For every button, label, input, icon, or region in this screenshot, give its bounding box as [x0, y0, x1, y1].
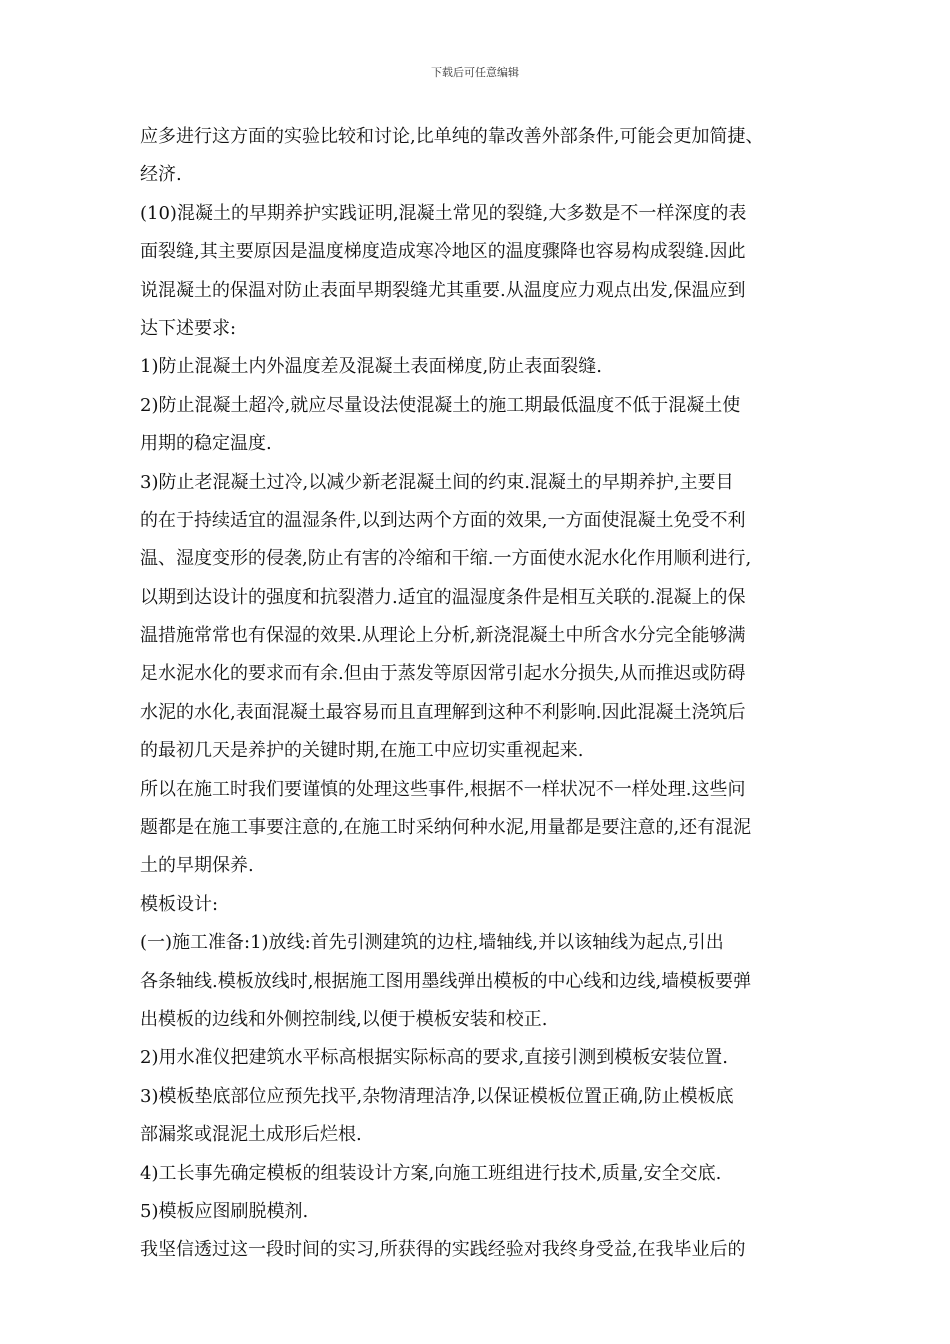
text-line: 达下述要求: — [140, 317, 237, 339]
text-line: 题都是在施工事要注意的,在施工时采纳何种水泥,用量都是要注意的,还有混泥 — [140, 817, 752, 839]
text-line: 面裂缝,其主要原因是温度梯度造成寒冷地区的温度骤降也容易构成裂缝.因此 — [140, 241, 746, 263]
text-line: 的最初几天是养护的关键时期,在施工中应切实重视起来. — [140, 740, 584, 762]
text-line: 3)模板垫底部位应预先找平,杂物清理洁净,以保证模板位置正确,防止模板底 — [140, 1085, 734, 1107]
text-line: 的在于持续适宜的温湿条件,以到达两个方面的效果,一方面使混凝土免受不利 — [140, 509, 746, 531]
text-line: 出模板的边线和外侧控制线,以便于模板安装和校正. — [140, 1008, 548, 1030]
text-line: 2)用水准仪把建筑水平标高根据实际标高的要求,直接引测到模板安装位置. — [140, 1047, 728, 1069]
text-line: 我坚信透过这一段时间的实习,所获得的实践经验对我终身受益,在我毕业后的 — [140, 1239, 746, 1261]
text-line: 所以在施工时我们要谨慎的处理这些事件,根据不一样状况不一样处理.这些问 — [140, 778, 746, 800]
text-line: 2)防止混凝土超冷,就应尽量设法使混凝土的施工期最低温度不低于混凝土使 — [140, 394, 741, 416]
text-line: 部漏浆或混泥土成形后烂根. — [140, 1124, 362, 1146]
text-line: 经济. — [140, 164, 182, 186]
text-line: 3)防止老混凝土过冷,以减少新老混凝土间的约束.混凝土的早期养护,主要目 — [140, 471, 734, 493]
text-line: 土的早期保养. — [140, 855, 254, 877]
text-line: 温措施常常也有保湿的效果.从理论上分析,新浇混凝土中所含水分完全能够满 — [140, 625, 746, 647]
text-line: 足水泥水化的要求而有余.但由于蒸发等原因常引起水分损失,从而推迟或防碍 — [140, 663, 746, 685]
text-line: (一)施工准备:1)放线:首先引测建筑的边柱,墙轴线,并以该轴线为起点,引出 — [140, 932, 724, 954]
text-line: 1)防止混凝土内外温度差及混凝土表面梯度,防止表面裂缝. — [140, 356, 602, 378]
text-line: 说混凝土的保温对防止表面早期裂缝尤其重要.从温度应力观点出发,保温应到 — [140, 279, 746, 301]
text-line: 应多进行这方面的实验比较和讨论,比单纯的靠改善外部条件,可能会更加简捷、 — [140, 126, 764, 147]
text-line: 温、湿度变形的侵袭,防止有害的冷缩和干缩.一方面使水泥水化作用顺利进行, — [140, 548, 752, 570]
text-line: 水泥的水化,表面混凝土最容易而且直理解到这种不利影响.因此混凝土浇筑后 — [140, 701, 746, 723]
text-line: 5)模板应图刷脱模剂. — [140, 1200, 309, 1222]
text-line: 以期到达设计的强度和抗裂潜力.适宜的温湿度条件是相互关联的.混凝上的保 — [140, 586, 746, 608]
text-line: 4)工长事先确定模板的组装设计方案,向施工班组进行技术,质量,安全交底. — [140, 1162, 722, 1184]
text-line: 各条轴线.模板放线时,根据施工图用墨线弹出模板的中心线和边线,墙模板要弹 — [140, 970, 752, 992]
page-header: 下载后可任意编辑 — [431, 66, 519, 79]
body-text — [140, 118, 840, 1270]
text-line: (10)混凝土的早期养护实践证明,混凝土常见的裂缝,大多数是不一样深度的表 — [140, 202, 747, 224]
text-line: 用期的稳定温度. — [140, 433, 272, 455]
text-line: 模板设计: — [140, 893, 219, 915]
